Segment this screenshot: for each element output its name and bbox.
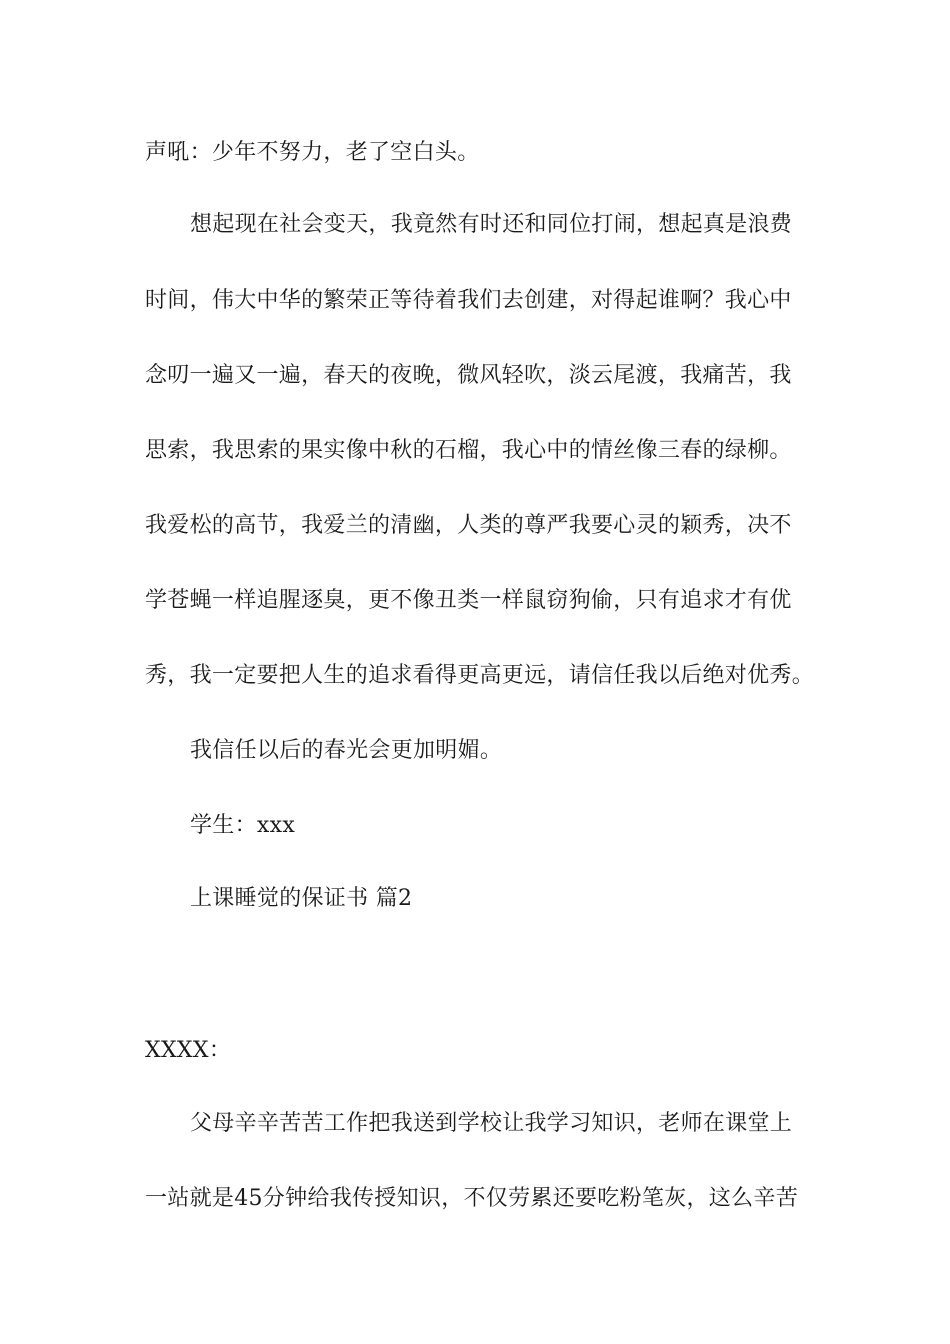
text-line: 一站就是45分钟给我传授知识，不仅劳累还要吃粉笔灰，这么辛苦 (145, 1186, 798, 1211)
text-line: 秀，我一定要把人生的追求看得更高更远，请信任我以后绝对优秀。 (145, 663, 815, 688)
text-line: 学苍蝇一样追腥逐臭，更不像丑类一样鼠窃狗偷，只有追求才有优 (145, 588, 792, 613)
text-line: 时间，伟大中华的繁荣正等待着我们去创建，对得起谁啊？我心中 (145, 288, 792, 313)
paragraph-start-line: 父母辛辛苦苦工作把我送到学校让我学习知识，老师在课堂上 (190, 1111, 793, 1136)
text-line: 念叨一遍又一遍，春天的夜晚，微风轻吹，淡云尾渡，我痛苦，我 (145, 363, 792, 388)
text-line: 思索，我思索的果实像中秋的石榴，我心中的情丝像三春的绿柳。 (145, 438, 792, 463)
signature-line: 学生：xxx (190, 813, 296, 838)
paragraph-start-line: 我信任以后的春光会更加明媚。 (190, 738, 503, 763)
text-line: 声吼：少年不努力，老了空白头。 (145, 140, 480, 165)
text-line: 我爱松的高节，我爱兰的清幽，人类的尊严我要心灵的颖秀，决不 (145, 513, 792, 538)
paragraph-start-line: 想起现在社会变天，我竟然有时还和同位打闹，想起真是浪费 (190, 212, 793, 237)
salutation-line: XXXX： (145, 1038, 232, 1063)
section-heading: 上课睡觉的保证书 篇2 (190, 886, 413, 911)
